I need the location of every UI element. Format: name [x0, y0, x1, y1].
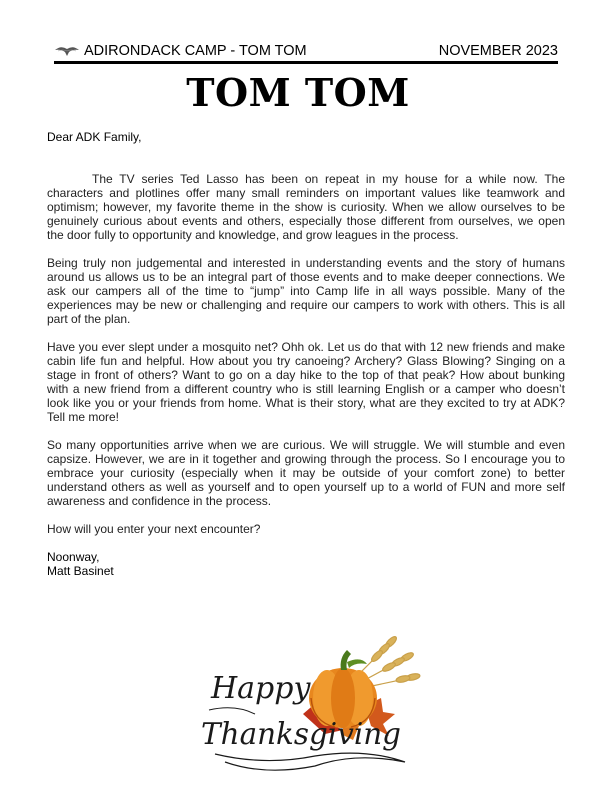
- signoff: Noonway,: [47, 550, 100, 564]
- newsletter-header: [54, 43, 558, 61]
- letter-greeting: Dear ADK Family,: [47, 130, 142, 144]
- camp-name: ADIRONDACK CAMP - TOM TOM: [84, 43, 307, 59]
- letter-paragraph: Have you ever slept under a mosquito net? Ohh ok. Let us do that with 12 new friends and make cabin life fun and helpful. How about you try canoeing? Archery? Glass Blowing? Singing on a stage in front of others? Want to go on a day hike to the top of that peak? How about bunking with a new friend from a different country who is still learning English or a camper who doesn’t look like you or your friends from home. What is their story, what are they excited to try at ADK? Tell me more!: [47, 340, 565, 424]
- letter-paragraph: The TV series Ted Lasso has been on repeat in my house for a while now. The characters and plotlines offer many small reminders on important values like teamwork and optimism; however, my favorite theme in the show is curiosity. When we allow ourselves to be genuinely curious about events and others, especially those different from ourselves, we open the door fully to opportunity and knowledge, and grow leagues in the process.: [47, 172, 565, 242]
- signature-name: Matt Basinet: [47, 564, 114, 578]
- header-divider: [54, 61, 558, 64]
- closing-question: How will you enter your next encounter?: [47, 522, 261, 536]
- newsletter-title: TOM TOM: [186, 70, 410, 115]
- letter-body: [47, 130, 565, 578]
- artwork-line-thanksgiving: Thanksgiving: [201, 717, 401, 752]
- letter-paragraph: Being truly non judgemental and interested in understanding events and the story of humans around us allows us to be an integral part of those events and to make deeper connections. We ask our campers all of the time to “jump” into Camp life in all ways possible. Many of the experiences may be new or challenging and require our campers to work with others. This is all part of the plan.: [47, 256, 565, 326]
- happy-thanksgiving-artwork: [195, 626, 440, 781]
- letter-paragraph: So many opportunities arrive when we are curious. We will struggle. We will stumble and even capsize. However, we are in it together and growing through the process. So I encourage you to embrace your curiosity (especially when it may be outside of your comfort zone) to better understand others as well as yourself and to open yourself up to a world of FUN and more self awareness and confidence in the process.: [47, 438, 565, 508]
- eagle-logo-icon: [54, 44, 80, 58]
- artwork-line-happy: Happy: [211, 671, 311, 706]
- issue-date: NOVEMBER 2023: [438, 43, 558, 59]
